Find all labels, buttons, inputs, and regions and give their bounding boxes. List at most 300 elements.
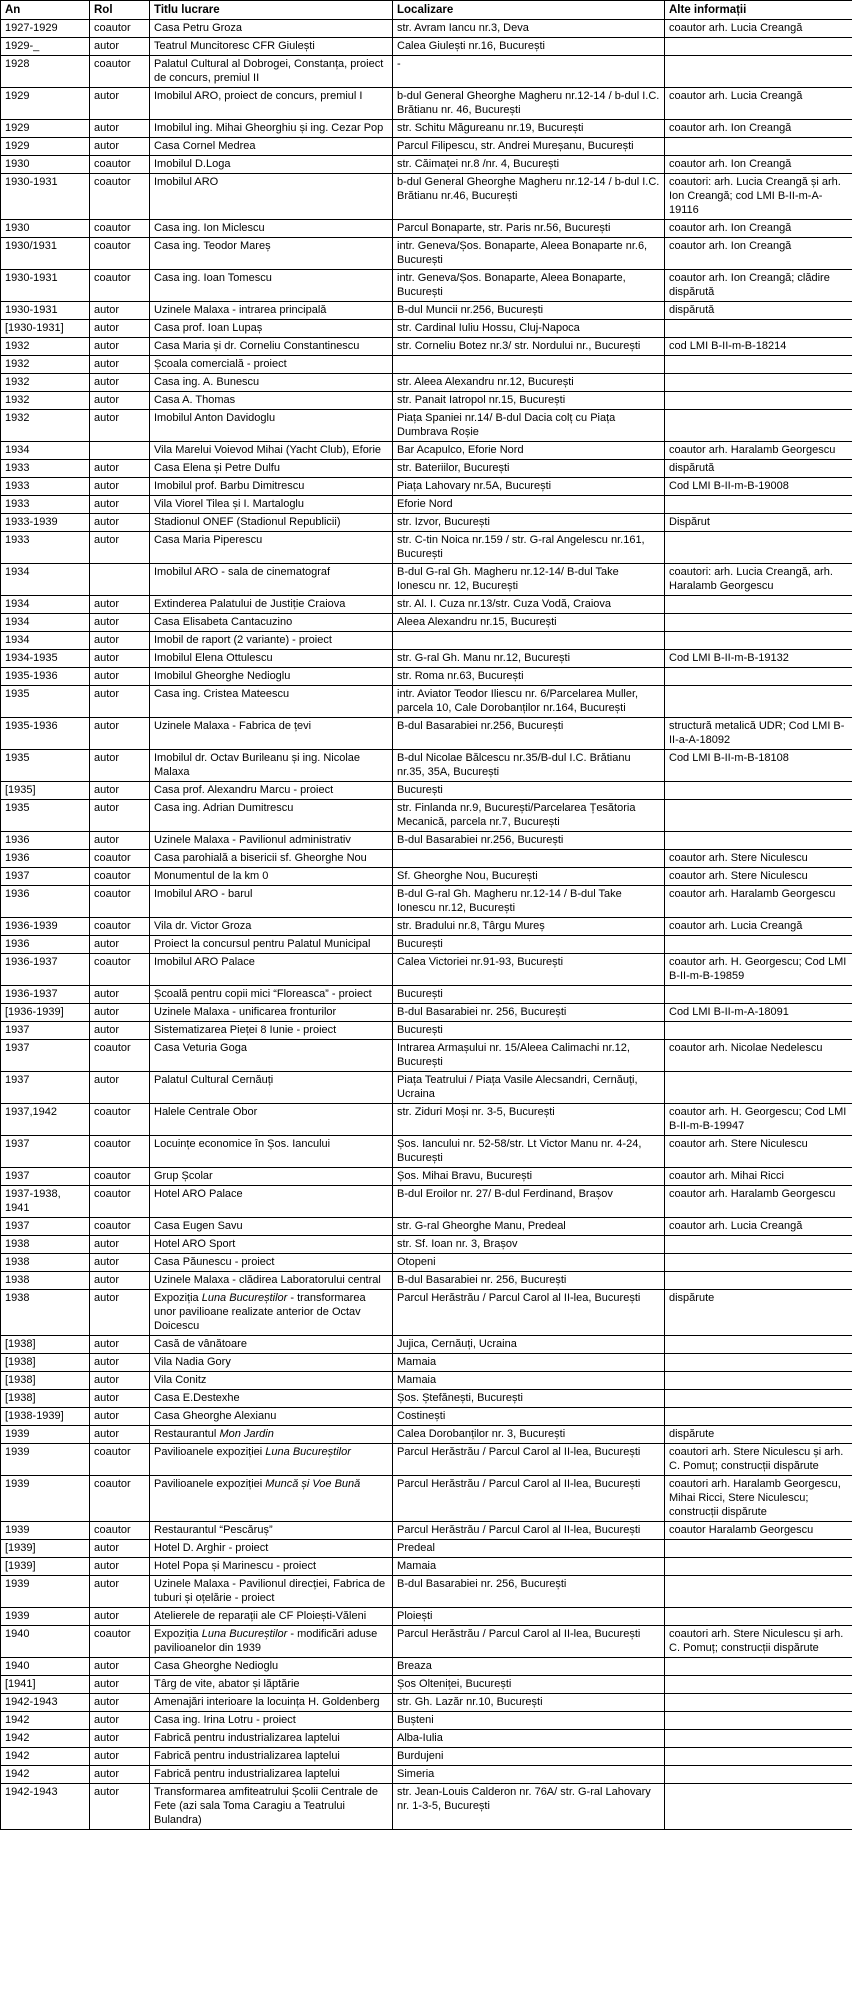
cell-an: 1934-1935 (1, 650, 90, 668)
cell-rol: autor (90, 1426, 150, 1444)
cell-localizare: str. Panait Iatropol nr.15, București (393, 392, 665, 410)
cell-titlu: Fabrică pentru industrializarea laptelui (150, 1748, 393, 1766)
cell-an: 1935 (1, 800, 90, 832)
cell-alte-informatii (665, 800, 852, 832)
cell-alte-informatii (665, 1354, 852, 1372)
cell-titlu: Monumentul de la km 0 (150, 868, 393, 886)
cell-localizare: Calea Giulești nr.16, București (393, 38, 665, 56)
cell-titlu: Casa ing. Ioan Tomescu (150, 270, 393, 302)
table-row (1, 220, 852, 238)
cell-rol: coautor (90, 1522, 150, 1540)
cell-rol: coautor (90, 1136, 150, 1168)
cell-rol: coautor (90, 886, 150, 918)
cell-rol: coautor (90, 1626, 150, 1658)
cell-titlu: Fabrică pentru industrializarea laptelui (150, 1766, 393, 1784)
cell-an: 1934 (1, 614, 90, 632)
cell-titlu: Vila Marelui Voievod Mihai (Yacht Club), Eforie (150, 442, 393, 460)
cell-an: 1930 (1, 220, 90, 238)
cell-rol: coautor (90, 1476, 150, 1522)
table-row (1, 1694, 852, 1712)
cell-an: [1930-1931] (1, 320, 90, 338)
cell-alte-informatii: dispărute (665, 1426, 852, 1444)
cell-localizare: str. Aleea Alexandru nr.12, București (393, 374, 665, 392)
table-row (1, 174, 852, 220)
cell-an: [1938-1939] (1, 1408, 90, 1426)
table-row (1, 1022, 852, 1040)
cell-localizare: Șos. Mihai Bravu, București (393, 1168, 665, 1186)
cell-an: 1938 (1, 1254, 90, 1272)
cell-localizare: Calea Victoriei nr.91-93, București (393, 954, 665, 986)
cell-alte-informatii (665, 1608, 852, 1626)
cell-localizare: B-dul Basarabiei nr. 256, București (393, 1576, 665, 1608)
cell-localizare: str. C-tin Noica nr.159 / str. G-ral Angelescu nr.161, București (393, 532, 665, 564)
cell-an: 1930-1931 (1, 174, 90, 220)
cell-titlu: Casa Maria și dr. Corneliu Constantinescu (150, 338, 393, 356)
cell-rol: autor (90, 1236, 150, 1254)
cell-localizare: str. Sf. Ioan nr. 3, Brașov (393, 1236, 665, 1254)
cell-localizare (393, 850, 665, 868)
cell-titlu: Casa ing. Irina Lotru - proiect (150, 1712, 393, 1730)
cell-localizare: B-dul Basarabiei nr. 256, București (393, 1004, 665, 1022)
cell-alte-informatii (665, 668, 852, 686)
cell-alte-informatii: cod LMI B-II-m-B-18214 (665, 338, 852, 356)
table-row (1, 1730, 852, 1748)
cell-titlu: Imobilul prof. Barbu Dimitrescu (150, 478, 393, 496)
cell-titlu: Imobilul dr. Octav Burileanu și ing. Nicolae Malaxa (150, 750, 393, 782)
cell-titlu: Vila Nadia Gory (150, 1354, 393, 1372)
cell-localizare: Șos. Ștefănești, București (393, 1390, 665, 1408)
cell-an: [1938] (1, 1390, 90, 1408)
cell-an: 1936 (1, 850, 90, 868)
cell-an: [1938] (1, 1336, 90, 1354)
cell-an: 1937 (1, 1136, 90, 1168)
cell-titlu: Casa Maria Piperescu (150, 532, 393, 564)
cell-an: 1942 (1, 1730, 90, 1748)
cell-rol (90, 564, 150, 596)
table-row (1, 1336, 852, 1354)
cell-titlu: Casa prof. Ioan Lupaș (150, 320, 393, 338)
cell-an: 1934 (1, 632, 90, 650)
cell-an: 1933 (1, 496, 90, 514)
cell-alte-informatii (665, 1254, 852, 1272)
table-row (1, 238, 852, 270)
table-row (1, 596, 852, 614)
cell-rol: coautor (90, 238, 150, 270)
cell-localizare: Calea Dorobanților nr. 3, București (393, 1426, 665, 1444)
cell-alte-informatii (665, 632, 852, 650)
cell-alte-informatii (665, 782, 852, 800)
cell-alte-informatii: Dispărut (665, 514, 852, 532)
cell-titlu: Casă de vânătoare (150, 1336, 393, 1354)
table-row (1, 374, 852, 392)
cell-titlu: Imobilul Gheorghe Nedioglu (150, 668, 393, 686)
table-row (1, 1444, 852, 1476)
cell-titlu: Fabrică pentru industrializarea laptelui (150, 1730, 393, 1748)
cell-an: 1942-1943 (1, 1694, 90, 1712)
table-row (1, 1476, 852, 1522)
cell-titlu: Casa Păunescu - proiect (150, 1254, 393, 1272)
cell-titlu: Imobilul Elena Ottulescu (150, 650, 393, 668)
cell-an: [1941] (1, 1676, 90, 1694)
cell-rol: autor (90, 120, 150, 138)
cell-localizare: - (393, 56, 665, 88)
cell-alte-informatii (665, 356, 852, 374)
cell-an: 1942 (1, 1748, 90, 1766)
cell-alte-informatii (665, 138, 852, 156)
cell-rol: autor (90, 800, 150, 832)
cell-localizare: Șos Olteniței, București (393, 1676, 665, 1694)
cell-titlu: Casa Cornel Medrea (150, 138, 393, 156)
table-row (1, 356, 852, 374)
cell-an: 1933 (1, 532, 90, 564)
cell-localizare: B-dul Nicolae Bălcescu nr.35/B-dul I.C. Brătianu nr.35, 35A, București (393, 750, 665, 782)
table-row (1, 1748, 852, 1766)
cell-rol: autor (90, 1022, 150, 1040)
cell-localizare: str. G-ral Gheorghe Manu, Predeal (393, 1218, 665, 1236)
cell-titlu: Restaurantul “Pescăruș” (150, 1522, 393, 1540)
cell-alte-informatii (665, 1558, 852, 1576)
table-row (1, 120, 852, 138)
cell-alte-informatii: Cod LMI B-II-m-B-18108 (665, 750, 852, 782)
cell-localizare: b-dul General Gheorghe Magheru nr.12-14 / b-dul I.C. Brătianu nr. 46, București (393, 88, 665, 120)
cell-an: 1937 (1, 1072, 90, 1104)
cell-an: 1939 (1, 1476, 90, 1522)
cell-rol: coautor (90, 1104, 150, 1136)
table-row (1, 156, 852, 174)
cell-an: 1932 (1, 374, 90, 392)
cell-an: 1937,1942 (1, 1104, 90, 1136)
cell-rol: coautor (90, 20, 150, 38)
cell-rol: autor (90, 1336, 150, 1354)
cell-an: [1938] (1, 1354, 90, 1372)
table-row (1, 1784, 852, 1830)
cell-rol: autor (90, 1766, 150, 1784)
cell-localizare: Aleea Alexandru nr.15, București (393, 614, 665, 632)
table-row (1, 750, 852, 782)
cell-rol: coautor (90, 1218, 150, 1236)
col-header-alte-informatii: Alte informații (665, 1, 852, 20)
cell-localizare: str. Corneliu Botez nr.3/ str. Nordului nr., București (393, 338, 665, 356)
cell-titlu: Uzinele Malaxa - intrarea principală (150, 302, 393, 320)
cell-titlu: Transformarea amfiteatrului Școlii Centrale de Fete (azi sala Toma Caragiu a Teatrului Bulandra) (150, 1784, 393, 1830)
cell-localizare: Alba-Iulia (393, 1730, 665, 1748)
cell-titlu: Uzinele Malaxa - Pavilionul administrativ (150, 832, 393, 850)
cell-titlu: Casa Elena și Petre Dulfu (150, 460, 393, 478)
cell-rol: autor (90, 1658, 150, 1676)
cell-rol: autor (90, 1558, 150, 1576)
table-row (1, 1254, 852, 1272)
cell-an: 1942-1943 (1, 1784, 90, 1830)
cell-an: 1930-1931 (1, 302, 90, 320)
cell-rol: autor (90, 1390, 150, 1408)
cell-titlu: Extinderea Palatului de Justiție Craiova (150, 596, 393, 614)
table-row (1, 138, 852, 156)
table-row (1, 1136, 852, 1168)
table-row (1, 1390, 852, 1408)
cell-rol: autor (90, 478, 150, 496)
col-header-rol: Rol (90, 1, 150, 20)
cell-localizare: Simeria (393, 1766, 665, 1784)
cell-an: 1939 (1, 1444, 90, 1476)
cell-an: 1942 (1, 1712, 90, 1730)
cell-alte-informatii (665, 56, 852, 88)
cell-localizare: B-dul Muncii nr.256, București (393, 302, 665, 320)
cell-an: 1936 (1, 936, 90, 954)
cell-titlu: Târg de vite, abator și lăptărie (150, 1676, 393, 1694)
cell-titlu: Casa Veturia Goga (150, 1040, 393, 1072)
table-row (1, 320, 852, 338)
cell-rol: autor (90, 1576, 150, 1608)
table-row (1, 832, 852, 850)
cell-titlu: Vila Conitz (150, 1372, 393, 1390)
table-row (1, 1272, 852, 1290)
cell-localizare: Ploiești (393, 1608, 665, 1626)
cell-an: 1940 (1, 1658, 90, 1676)
table-row (1, 650, 852, 668)
cell-alte-informatii (665, 1784, 852, 1830)
cell-localizare: Parcul Herăstrău / Parcul Carol al II-lea, București (393, 1626, 665, 1658)
cell-an: 1930 (1, 156, 90, 174)
cell-alte-informatii (665, 936, 852, 954)
cell-an: 1935-1936 (1, 718, 90, 750)
cell-an: 1933 (1, 478, 90, 496)
cell-localizare: B-dul Basarabiei nr. 256, București (393, 1272, 665, 1290)
cell-an: 1932 (1, 338, 90, 356)
cell-titlu: Imobilul ARO - sala de cinematograf (150, 564, 393, 596)
cell-localizare: Bușteni (393, 1712, 665, 1730)
col-header-an: An (1, 1, 90, 20)
cell-titlu: Imobilul Anton Davidoglu (150, 410, 393, 442)
cell-titlu: Casa Petru Groza (150, 20, 393, 38)
cell-an: 1930-1931 (1, 270, 90, 302)
cell-rol: autor (90, 1290, 150, 1336)
table-row (1, 1186, 852, 1218)
cell-titlu: Amenajări interioare la locuința H. Goldenberg (150, 1694, 393, 1712)
cell-titlu: Casa ing. Cristea Mateescu (150, 686, 393, 718)
cell-rol: autor (90, 320, 150, 338)
cell-rol: autor (90, 1540, 150, 1558)
cell-alte-informatii (665, 1676, 852, 1694)
cell-titlu: Școală pentru copii mici “Floreasca” - proiect (150, 986, 393, 1004)
cell-an: 1932 (1, 410, 90, 442)
cell-titlu: Pavilioanele expoziției Muncă și Voe Bună (150, 1476, 393, 1522)
cell-localizare: Intrarea Armașului nr. 15/Aleea Calimachi nr.12, București (393, 1040, 665, 1072)
cell-titlu: Casa Eugen Savu (150, 1218, 393, 1236)
cell-localizare: Eforie Nord (393, 496, 665, 514)
cell-alte-informatii: coautor arh. H. Georgescu; Cod LMI B-II-m-B-19859 (665, 954, 852, 986)
cell-alte-informatii (665, 496, 852, 514)
table-row (1, 850, 852, 868)
cell-rol: autor (90, 782, 150, 800)
cell-rol: coautor (90, 918, 150, 936)
cell-alte-informatii (665, 1336, 852, 1354)
table-row (1, 668, 852, 686)
cell-alte-informatii: Cod LMI B-II-m-A-18091 (665, 1004, 852, 1022)
cell-rol: autor (90, 632, 150, 650)
cell-titlu: Imobil de raport (2 variante) - proiect (150, 632, 393, 650)
table-row (1, 460, 852, 478)
table-row (1, 270, 852, 302)
cell-titlu: Imobilul ARO - barul (150, 886, 393, 918)
cell-localizare: Șos. Iancului nr. 52-58/str. Lt Victor Manu nr. 4-24, București (393, 1136, 665, 1168)
table-row (1, 800, 852, 832)
cell-rol: autor (90, 88, 150, 120)
table-row (1, 1658, 852, 1676)
cell-titlu: Casa parohială a bisericii sf. Gheorghe Nou (150, 850, 393, 868)
cell-localizare: Parcul Herăstrău / Parcul Carol al II-lea, București (393, 1476, 665, 1522)
cell-rol: coautor (90, 220, 150, 238)
cell-localizare: București (393, 986, 665, 1004)
cell-alte-informatii: coautor Haralamb Georgescu (665, 1522, 852, 1540)
table-row (1, 1426, 852, 1444)
cell-titlu: Vila Viorel Tilea și I. Martaloglu (150, 496, 393, 514)
table-row (1, 392, 852, 410)
cell-alte-informatii: structură metalică UDR; Cod LMI B-II-a-A-18092 (665, 718, 852, 750)
table-row (1, 564, 852, 596)
cell-alte-informatii: coautor arh. Lucia Creangă (665, 918, 852, 936)
cell-rol: coautor (90, 1444, 150, 1476)
cell-rol: autor (90, 356, 150, 374)
cell-alte-informatii: coautor arh. H. Georgescu; Cod LMI B-II-m-B-19947 (665, 1104, 852, 1136)
cell-alte-informatii: Cod LMI B-II-m-B-19008 (665, 478, 852, 496)
cell-an: 1936-1939 (1, 918, 90, 936)
cell-alte-informatii: coautor arh. Lucia Creangă (665, 88, 852, 120)
cell-titlu: Imobilul D.Loga (150, 156, 393, 174)
cell-localizare: Burdujeni (393, 1748, 665, 1766)
cell-an: 1935-1936 (1, 668, 90, 686)
cell-rol: coautor (90, 174, 150, 220)
cell-alte-informatii (665, 38, 852, 56)
cell-rol: autor (90, 614, 150, 632)
cell-an: 1929 (1, 138, 90, 156)
table-row (1, 936, 852, 954)
table-row (1, 1626, 852, 1658)
cell-alte-informatii (665, 1694, 852, 1712)
cell-titlu: Teatrul Muncitoresc CFR Giulești (150, 38, 393, 56)
cell-alte-informatii: coautor arh. Haralamb Georgescu (665, 886, 852, 918)
cell-localizare: str. G-ral Gh. Manu nr.12, București (393, 650, 665, 668)
table-row (1, 782, 852, 800)
table-row (1, 338, 852, 356)
cell-titlu: Imobilul ing. Mihai Gheorghiu și ing. Cezar Pop (150, 120, 393, 138)
cell-alte-informatii (665, 392, 852, 410)
table-row (1, 1576, 852, 1608)
cell-titlu: Stadionul ONEF (Stadionul Republicii) (150, 514, 393, 532)
table-row (1, 986, 852, 1004)
cell-titlu: Casa ing. Ion Miclescu (150, 220, 393, 238)
cell-rol: autor (90, 460, 150, 478)
cell-titlu: Expoziția Luna Bucureștilor - transformarea unor pavilioane realizate anterior de Octav Doicescu (150, 1290, 393, 1336)
cell-localizare: Jujica, Cernăuți, Ucraina (393, 1336, 665, 1354)
cell-an: 1936-1937 (1, 986, 90, 1004)
cell-localizare: Mamaia (393, 1372, 665, 1390)
cell-localizare: Breaza (393, 1658, 665, 1676)
table-row (1, 1766, 852, 1784)
table-row (1, 410, 852, 442)
cell-an: 1942 (1, 1766, 90, 1784)
cell-rol: coautor (90, 1168, 150, 1186)
table-row (1, 56, 852, 88)
cell-titlu: Casa Gheorghe Nedioglu (150, 1658, 393, 1676)
cell-rol: autor (90, 374, 150, 392)
cell-alte-informatii: coautor arh. Haralamb Georgescu (665, 1186, 852, 1218)
cell-alte-informatii: coautor arh. Lucia Creangă (665, 20, 852, 38)
cell-alte-informatii: coautor arh. Ion Creangă (665, 156, 852, 174)
cell-localizare: Otopeni (393, 1254, 665, 1272)
cell-alte-informatii: coautor arh. Mihai Ricci (665, 1168, 852, 1186)
cell-an: 1929 (1, 88, 90, 120)
table-row (1, 302, 852, 320)
cell-an: 1934 (1, 442, 90, 460)
cell-rol: coautor (90, 156, 150, 174)
cell-localizare: str. Bradului nr.8, Târgu Mureș (393, 918, 665, 936)
cell-titlu: Pavilioanele expoziției Luna Bucureștilor (150, 1444, 393, 1476)
cell-alte-informatii: coautori arh. Haralamb Georgescu, Mihai Ricci, Stere Niculescu; construcții dispărute (665, 1476, 852, 1522)
cell-alte-informatii: coautor arh. Ion Creangă; clădire dispărută (665, 270, 852, 302)
cell-rol: autor (90, 1730, 150, 1748)
cell-rol: autor (90, 686, 150, 718)
cell-localizare: str. Ziduri Moși nr. 3-5, București (393, 1104, 665, 1136)
cell-rol: autor (90, 392, 150, 410)
cell-an: 1937 (1, 1022, 90, 1040)
cell-titlu: Atelierele de reparații ale CF Ploiești-Văleni (150, 1608, 393, 1626)
table-row (1, 1218, 852, 1236)
cell-rol: autor (90, 718, 150, 750)
cell-alte-informatii: coautor arh. Stere Niculescu (665, 1136, 852, 1168)
cell-titlu: Casa ing. A. Bunescu (150, 374, 393, 392)
table-row (1, 1072, 852, 1104)
table-row (1, 954, 852, 986)
cell-rol (90, 442, 150, 460)
cell-an: 1937-1938, 1941 (1, 1186, 90, 1218)
cell-titlu: Casa prof. Alexandru Marcu - proiect (150, 782, 393, 800)
cell-alte-informatii (665, 1658, 852, 1676)
cell-titlu: Imobilul ARO (150, 174, 393, 220)
table-row (1, 1522, 852, 1540)
table-body (1, 20, 852, 1830)
cell-localizare: str. Avram Iancu nr.3, Deva (393, 20, 665, 38)
cell-localizare: str. Gh. Lazăr nr.10, București (393, 1694, 665, 1712)
cell-an: 1936 (1, 832, 90, 850)
cell-alte-informatii (665, 596, 852, 614)
cell-alte-informatii (665, 1390, 852, 1408)
cell-localizare: Piața Teatrului / Piața Vasile Alecsandri, Cernăuți, Ucraina (393, 1072, 665, 1104)
cell-localizare: b-dul General Gheorghe Magheru nr.12-14 / b-dul I.C. Brătianu nr.46, București (393, 174, 665, 220)
table-row (1, 1040, 852, 1072)
cell-titlu: Hotel ARO Palace (150, 1186, 393, 1218)
cell-alte-informatii (665, 1766, 852, 1784)
cell-localizare: Bar Acapulco, Eforie Nord (393, 442, 665, 460)
cell-rol: autor (90, 1072, 150, 1104)
cell-titlu: Uzinele Malaxa - Fabrica de țevi (150, 718, 393, 750)
cell-titlu: Proiect la concursul pentru Palatul Municipal (150, 936, 393, 954)
cell-rol: coautor (90, 1040, 150, 1072)
cell-alte-informatii: coautor arh. Lucia Creangă (665, 1218, 852, 1236)
cell-an: 1940 (1, 1626, 90, 1658)
cell-titlu: Casa A. Thomas (150, 392, 393, 410)
cell-rol: autor (90, 38, 150, 56)
cell-alte-informatii (665, 832, 852, 850)
cell-alte-informatii: dispărută (665, 302, 852, 320)
cell-rol: autor (90, 750, 150, 782)
cell-localizare: B-dul Basarabiei nr.256, București (393, 832, 665, 850)
cell-localizare: București (393, 1022, 665, 1040)
cell-titlu: Uzinele Malaxa - Pavilionul direcției, Fabrica de tuburi și oțelărie - proiect (150, 1576, 393, 1608)
cell-an: 1929 (1, 120, 90, 138)
cell-localizare: str. Al. I. Cuza nr.13/str. Cuza Vodă, Craiova (393, 596, 665, 614)
cell-alte-informatii: coautor arh. Stere Niculescu (665, 850, 852, 868)
cell-titlu: Casa ing. Teodor Mareș (150, 238, 393, 270)
